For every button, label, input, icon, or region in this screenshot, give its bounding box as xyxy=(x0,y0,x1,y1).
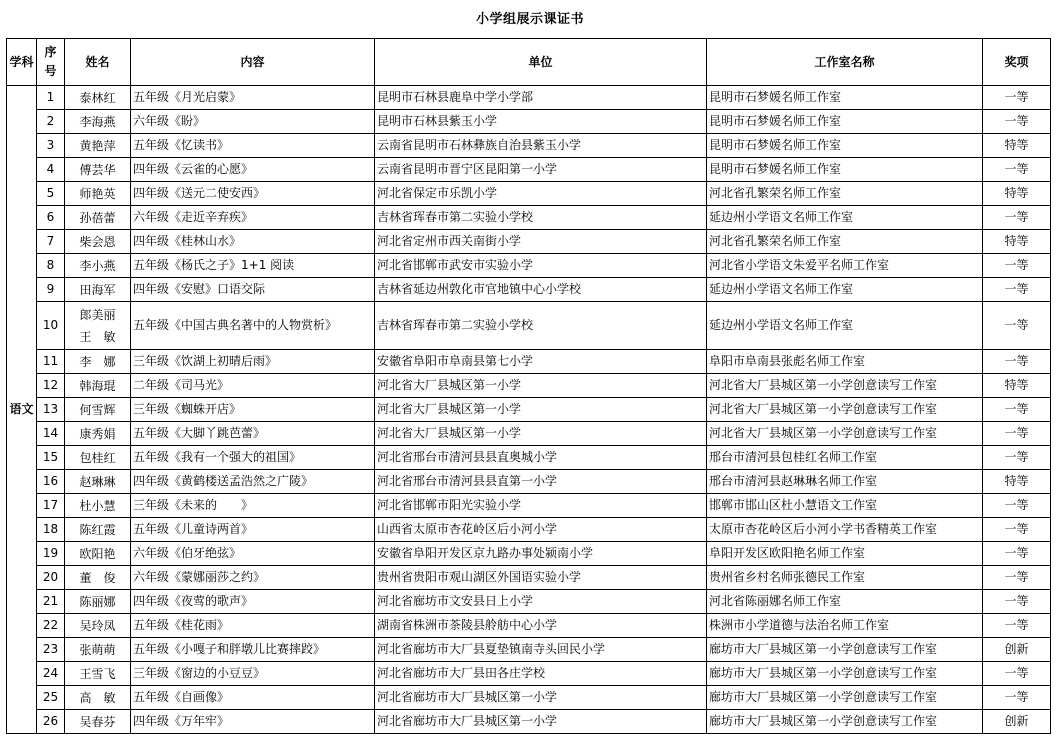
cell-content: 四年级《黄鹤楼送孟浩然之广陵》 xyxy=(131,470,375,494)
cell-content: 三年级《饮湖上初晴后雨》 xyxy=(131,350,375,374)
cell-studio: 株洲市小学道德与法治名师工作室 xyxy=(707,614,983,638)
cell-no: 4 xyxy=(37,158,65,182)
table-row xyxy=(7,590,1051,614)
cell-no: 19 xyxy=(37,542,65,566)
cell-studio: 廊坊市大厂县城区第一小学创意读写工作室 xyxy=(707,638,983,662)
cell-no: 2 xyxy=(37,110,65,134)
cell-unit: 河北省廊坊市大厂县田各庄学校 xyxy=(375,662,707,686)
cell-name: 高 敏 xyxy=(65,686,131,710)
cell-unit: 河北省保定市乐凯小学 xyxy=(375,182,707,206)
cell-unit: 河北省廊坊市大厂县城区第一小学 xyxy=(375,686,707,710)
cell-award: 一等 xyxy=(983,686,1051,710)
cell-award: 特等 xyxy=(983,470,1051,494)
cell-unit: 河北省邯郸市阳光实验小学 xyxy=(375,494,707,518)
cell-content: 五年级《小嘎子和胖墩儿比赛摔跤》 xyxy=(131,638,375,662)
cell-unit: 吉林省珲春市第二实验小学校 xyxy=(375,206,707,230)
cell-no: 25 xyxy=(37,686,65,710)
cell-award: 一等 xyxy=(983,86,1051,110)
cell-award: 一等 xyxy=(983,158,1051,182)
table-row xyxy=(7,566,1051,590)
cell-content: 五年级《儿童诗两首》 xyxy=(131,518,375,542)
cell-name: 吴玲凤 xyxy=(65,614,131,638)
cell-content: 四年级《夜莺的歌声》 xyxy=(131,590,375,614)
cell-name: 柴会恩 xyxy=(65,230,131,254)
cell-name: 陈丽娜 xyxy=(65,590,131,614)
cell-award: 特等 xyxy=(983,230,1051,254)
table-row xyxy=(7,710,1051,734)
cell-no: 22 xyxy=(37,614,65,638)
cell-name: 孙蓓蕾 xyxy=(65,206,131,230)
cell-studio: 太原市杏花岭区后小河小学书香精英工作室 xyxy=(707,518,983,542)
cell-studio: 河北省大厂县城区第一小学创意读写工作室 xyxy=(707,398,983,422)
cell-unit: 安徽省阜阳开发区京九路办事处颍南小学 xyxy=(375,542,707,566)
cell-unit: 河北省廊坊市文安县日上小学 xyxy=(375,590,707,614)
cell-no: 10 xyxy=(37,302,65,350)
cell-no: 24 xyxy=(37,662,65,686)
cell-unit: 河北省邯郸市武安市实验小学 xyxy=(375,254,707,278)
cell-no: 12 xyxy=(37,374,65,398)
cell-no: 6 xyxy=(37,206,65,230)
cell-content: 六年级《蒙娜丽莎之约》 xyxy=(131,566,375,590)
header-unit: 单位 xyxy=(375,39,707,86)
cell-unit: 安徽省阜阳市阜南县第七小学 xyxy=(375,350,707,374)
cell-name: 师艳英 xyxy=(65,182,131,206)
header-studio: 工作室名称 xyxy=(707,39,983,86)
cell-award: 创新 xyxy=(983,638,1051,662)
table-row xyxy=(7,518,1051,542)
cell-studio: 河北省大厂县城区第一小学创意读写工作室 xyxy=(707,374,983,398)
cell-name: 王雪飞 xyxy=(65,662,131,686)
table-row xyxy=(7,470,1051,494)
table-row xyxy=(7,230,1051,254)
table-row xyxy=(7,86,1051,110)
cell-studio: 邯郸市邯山区杜小慧语文工作室 xyxy=(707,494,983,518)
cell-studio: 河北省大厂县城区第一小学创意读写工作室 xyxy=(707,422,983,446)
cell-name: 何雪辉 xyxy=(65,398,131,422)
table-row xyxy=(7,110,1051,134)
cell-unit: 河北省定州市西关南街小学 xyxy=(375,230,707,254)
cell-no: 15 xyxy=(37,446,65,470)
cell-unit: 河北省邢台市清河县县直第一小学 xyxy=(375,470,707,494)
cell-award: 一等 xyxy=(983,590,1051,614)
cell-studio: 延边州小学语文名师工作室 xyxy=(707,278,983,302)
cell-no: 5 xyxy=(37,182,65,206)
cell-content: 四年级《万年牢》 xyxy=(131,710,375,734)
cell-content: 二年级《司马光》 xyxy=(131,374,375,398)
table-row xyxy=(7,398,1051,422)
cell-content: 三年级《蜘蛛开店》 xyxy=(131,398,375,422)
cell-studio: 昆明市石梦媛名师工作室 xyxy=(707,134,983,158)
cell-unit: 吉林省延边州敦化市官地镇中心小学校 xyxy=(375,278,707,302)
cell-studio: 廊坊市大厂县城区第一小学创意读写工作室 xyxy=(707,662,983,686)
cell-studio: 延边州小学语文名师工作室 xyxy=(707,206,983,230)
header-award: 奖项 xyxy=(983,39,1051,86)
table-row xyxy=(7,422,1051,446)
table-row xyxy=(7,302,1051,350)
cell-studio: 廊坊市大厂县城区第一小学创意读写工作室 xyxy=(707,710,983,734)
cell-studio: 贵州省乡村名师张德民工作室 xyxy=(707,566,983,590)
cell-award: 特等 xyxy=(983,374,1051,398)
cell-studio: 延边州小学语文名师工作室 xyxy=(707,302,983,350)
cell-unit: 河北省大厂县城区第一小学 xyxy=(375,422,707,446)
cell-no: 23 xyxy=(37,638,65,662)
table-row xyxy=(7,446,1051,470)
cell-award: 创新 xyxy=(983,710,1051,734)
table-row xyxy=(7,158,1051,182)
cell-content: 六年级《盼》 xyxy=(131,110,375,134)
cell-no: 20 xyxy=(37,566,65,590)
cell-studio: 河北省陈丽娜名师工作室 xyxy=(707,590,983,614)
certificate-table xyxy=(6,38,1051,734)
cell-unit: 湖南省株洲市茶陵县舲舫中心小学 xyxy=(375,614,707,638)
cell-content: 四年级《云雀的心愿》 xyxy=(131,158,375,182)
table-row xyxy=(7,638,1051,662)
table-row xyxy=(7,662,1051,686)
table-row xyxy=(7,182,1051,206)
cell-unit: 河北省邢台市清河县县直奥城小学 xyxy=(375,446,707,470)
cell-content: 五年级《大脚丫跳芭蕾》 xyxy=(131,422,375,446)
cell-no: 18 xyxy=(37,518,65,542)
cell-award: 一等 xyxy=(983,278,1051,302)
cell-no: 26 xyxy=(37,710,65,734)
cell-name: 张萌萌 xyxy=(65,638,131,662)
cell-award: 特等 xyxy=(983,182,1051,206)
cell-content: 五年级《中国古典名著中的人物赏析》 xyxy=(131,302,375,350)
table-body xyxy=(7,86,1051,734)
cell-award: 一等 xyxy=(983,302,1051,350)
cell-no: 8 xyxy=(37,254,65,278)
cell-studio: 邢台市清河县包桂红名师工作室 xyxy=(707,446,983,470)
cell-name: 李海燕 xyxy=(65,110,131,134)
cell-no: 13 xyxy=(37,398,65,422)
cell-no: 11 xyxy=(37,350,65,374)
cell-award: 一等 xyxy=(983,422,1051,446)
cell-no: 17 xyxy=(37,494,65,518)
cell-studio: 河北省孔繁荣名师工作室 xyxy=(707,230,983,254)
cell-award: 一等 xyxy=(983,254,1051,278)
cell-unit: 山西省太原市杏花岭区后小河小学 xyxy=(375,518,707,542)
header-row xyxy=(7,39,1051,86)
cell-name: 陈红霞 xyxy=(65,518,131,542)
cell-unit: 昆明市石林县紫玉小学 xyxy=(375,110,707,134)
cell-unit: 昆明市石林县鹿阜中学小学部 xyxy=(375,86,707,110)
cell-name: 田海军 xyxy=(65,278,131,302)
cell-content: 四年级《安慰》口语交际 xyxy=(131,278,375,302)
cell-studio: 阜阳市阜南县张彪名师工作室 xyxy=(707,350,983,374)
cell-name: 杜小慧 xyxy=(65,494,131,518)
cell-no: 3 xyxy=(37,134,65,158)
cell-name xyxy=(65,302,131,350)
cell-award: 一等 xyxy=(983,206,1051,230)
cell-content: 五年级《桂花雨》 xyxy=(131,614,375,638)
cell-content: 三年级《未来的 》 xyxy=(131,494,375,518)
cell-unit: 贵州省贵阳市观山湖区外国语实验小学 xyxy=(375,566,707,590)
cell-content: 六年级《伯牙绝弦》 xyxy=(131,542,375,566)
cell-content: 三年级《窗边的小豆豆》 xyxy=(131,662,375,686)
cell-unit: 云南省昆明市晋宁区昆阳第一小学 xyxy=(375,158,707,182)
table-row xyxy=(7,254,1051,278)
cell-name: 李 娜 xyxy=(65,350,131,374)
cell-award: 一等 xyxy=(983,518,1051,542)
table-row xyxy=(7,494,1051,518)
cell-award: 一等 xyxy=(983,446,1051,470)
cell-award: 一等 xyxy=(983,110,1051,134)
table-row xyxy=(7,374,1051,398)
cell-unit: 河北省廊坊市大厂县城区第一小学 xyxy=(375,710,707,734)
cell-award: 一等 xyxy=(983,566,1051,590)
cell-name: 欧阳艳 xyxy=(65,542,131,566)
table-row xyxy=(7,542,1051,566)
cell-no: 14 xyxy=(37,422,65,446)
cell-no: 7 xyxy=(37,230,65,254)
cell-name: 泰林红 xyxy=(65,86,131,110)
cell-studio: 河北省小学语文朱爱平名师工作室 xyxy=(707,254,983,278)
cell-name: 包桂红 xyxy=(65,446,131,470)
cell-content: 四年级《桂林山水》 xyxy=(131,230,375,254)
cell-no: 1 xyxy=(37,86,65,110)
cell-award: 一等 xyxy=(983,614,1051,638)
cell-unit: 河北省大厂县城区第一小学 xyxy=(375,398,707,422)
cell-award: 一等 xyxy=(983,350,1051,374)
table-row xyxy=(7,686,1051,710)
table-row xyxy=(7,278,1051,302)
document-title: 小学组展示课证书 xyxy=(475,12,584,27)
cell-award: 一等 xyxy=(983,542,1051,566)
cell-award: 一等 xyxy=(983,662,1051,686)
table-row xyxy=(7,206,1051,230)
cell-studio: 廊坊市大厂县城区第一小学创意读写工作室 xyxy=(707,686,983,710)
cell-name: 董 俊 xyxy=(65,566,131,590)
cell-award: 特等 xyxy=(983,134,1051,158)
cell-content: 五年级《忆读书》 xyxy=(131,134,375,158)
cell-name-line: 郎美丽 xyxy=(79,307,116,322)
cell-no: 16 xyxy=(37,470,65,494)
cell-studio: 河北省孔繁荣名师工作室 xyxy=(707,182,983,206)
header-no: 序号 xyxy=(37,39,65,86)
cell-name: 康秀娟 xyxy=(65,422,131,446)
cell-name: 吴春芬 xyxy=(65,710,131,734)
header-content: 内容 xyxy=(131,39,375,86)
header-subject: 学科 xyxy=(7,39,37,86)
cell-content: 五年级《杨氏之子》1+1 阅读 xyxy=(131,254,375,278)
cell-unit: 云南省昆明市石林彝族自治县紫玉小学 xyxy=(375,134,707,158)
cell-content: 五年级《我有一个强大的祖国》 xyxy=(131,446,375,470)
table-row xyxy=(7,134,1051,158)
cell-no: 21 xyxy=(37,590,65,614)
cell-studio: 昆明市石梦媛名师工作室 xyxy=(707,86,983,110)
cell-unit: 吉林省珲春市第二实验小学校 xyxy=(375,302,707,350)
cell-studio: 阜阳开发区欧阳艳名师工作室 xyxy=(707,542,983,566)
cell-name-line: 王 敏 xyxy=(79,329,116,344)
cell-award: 一等 xyxy=(983,494,1051,518)
cell-no: 9 xyxy=(37,278,65,302)
header-name: 姓名 xyxy=(65,39,131,86)
cell-award: 一等 xyxy=(983,398,1051,422)
subject-cell: 语文 xyxy=(7,86,37,734)
cell-studio: 昆明市石梦媛名师工作室 xyxy=(707,110,983,134)
cell-name: 李小燕 xyxy=(65,254,131,278)
cell-studio: 邢台市清河县赵琳琳名师工作室 xyxy=(707,470,983,494)
cell-unit: 河北省廊坊市大厂县夏垫镇南寺头回民小学 xyxy=(375,638,707,662)
table-row xyxy=(7,350,1051,374)
cell-studio: 昆明市石梦媛名师工作室 xyxy=(707,158,983,182)
cell-name: 赵琳琳 xyxy=(65,470,131,494)
cell-name: 韩海琨 xyxy=(65,374,131,398)
cell-content: 五年级《自画像》 xyxy=(131,686,375,710)
cell-content: 六年级《走近辛弃疾》 xyxy=(131,206,375,230)
cell-name: 黄艳萍 xyxy=(65,134,131,158)
cell-unit: 河北省大厂县城区第一小学 xyxy=(375,374,707,398)
cell-content: 五年级《月光启蒙》 xyxy=(131,86,375,110)
table-row xyxy=(7,614,1051,638)
cell-name: 傅芸华 xyxy=(65,158,131,182)
cell-content: 四年级《送元二使安西》 xyxy=(131,182,375,206)
